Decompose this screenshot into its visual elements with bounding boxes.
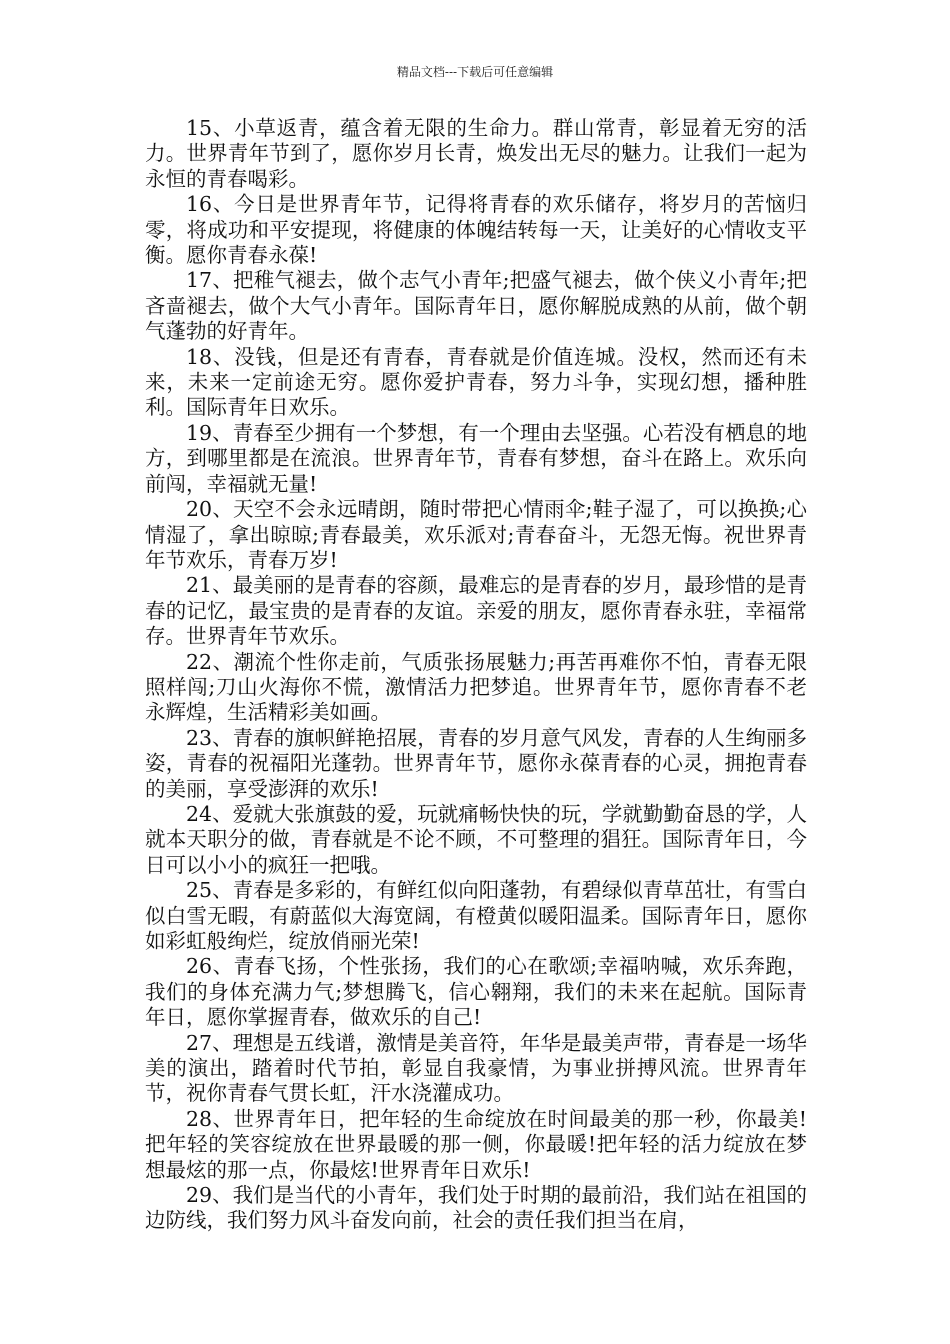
- document-body: [145, 116, 807, 1234]
- paragraph-22: 22、潮流个性你走前，气质张扬展魅力;再苦再难你不怕，青春无限照样闯;刀山火海你不慌，激情活力把梦追。世界青年节，愿你青春不老永辉煌，生活精彩美如画。: [145, 649, 807, 725]
- paragraph-20: 20、天空不会永远晴朗，随时带把心情雨伞;鞋子湿了，可以换换;心情湿了，拿出晾晾;青春最美，欢乐派对;青春奋斗，无怨无悔。祝世界青年节欢乐，青春万岁!: [145, 497, 807, 572]
- paragraph-24: 24、爱就大张旗鼓的爱，玩就痛畅快快的玩，学就勤勤奋恳的学，人就本天职分的做，青春就是不论不顾，不可整理的猖狂。国际青年日，今日可以小小的疯狂一把哦。: [145, 801, 807, 877]
- paragraph-17: 17、把稚气褪去，做个志气小青年;把盛气褪去，做个侠义小青年;把吝啬褪去，做个大气小青年。国际青年日，愿你解脱成熟的从前，做个朝气蓬勃的好青年。: [145, 268, 807, 344]
- paragraph-23: 23、青春的旗帜鲜艳招展，青春的岁月意气风发，青春的人生绚丽多姿，青春的祝福阳光蓬勃。世界青年节，愿你永葆青春的心灵，拥抱青春的美丽，享受澎湃的欢乐!: [145, 725, 807, 801]
- paragraph-27: 27、理想是五线谱，激情是美音符，年华是最美声带，青春是一场华美的演出，踏着时代节拍，彰显自我豪情，为事业拼搏风流。世界青年节，祝你青春气贯长虹，汗水浇灌成功。: [145, 1030, 807, 1106]
- paragraph-19: 19、青春至少拥有一个梦想，有一个理由去坚强。心若没有栖息的地方，到哪里都是在流浪。世界青年节，青春有梦想，奋斗在路上。欢乐向前闯，幸福就无量!: [145, 420, 807, 496]
- paragraph-29: 29、我们是当代的小青年，我们处于时期的最前沿，我们站在祖国的边防线，我们努力风斗奋发向前，社会的责任我们担当在肩，: [145, 1183, 807, 1233]
- paragraph-28: 28、世界青年日，把年轻的生命绽放在时间最美的那一秒，你最美!把年轻的笑容绽放在世界最暖的那一侧，你最暖!把年轻的活力绽放在梦想最炫的那一点，你最炫!世界青年日欢乐!: [145, 1106, 807, 1182]
- paragraph-18: 18、没钱，但是还有青春，青春就是价值连城。没权，然而还有未来，未来一定前途无穷。愿你爱护青春，努力斗争，实现幻想，播种胜利。国际青年日欢乐。: [145, 344, 807, 420]
- paragraph-25: 25、青春是多彩的，有鲜红似向阳蓬勃，有碧绿似青草茁壮，有雪白似白雪无暇，有蔚蓝似大海宽阔，有橙黄似暖阳温柔。国际青年日，愿你如彩虹般绚烂，绽放俏丽光荣!: [145, 878, 807, 953]
- paragraph-15: 15、小草返青，蕴含着无限的生命力。群山常青，彰显着无穷的活力。世界青年节到了，愿你岁月长青，焕发出无尽的魅力。让我们一起为永恒的青春喝彩。: [145, 116, 807, 191]
- paragraph-26: 26、青春飞扬，个性张扬，我们的心在歌颂;幸福呐喊，欢乐奔跑，我们的身体充满力气;梦想腾飞，信心翱翔，我们的未来在起航。国际青年日，愿你掌握青春，做欢乐的自己!: [145, 954, 807, 1030]
- page-header: 精品文档---下载后可任意编辑: [396, 65, 554, 79]
- paragraph-21: 21、最美丽的是青春的容颜，最难忘的是青春的岁月，最珍惜的是青春的记忆，最宝贵的是青春的友谊。亲爱的朋友，愿你青春永驻，幸福常存。世界青年节欢乐。: [145, 573, 807, 649]
- paragraph-16: 16、今日是世界青年节，记得将青春的欢乐储存，将岁月的苦恼归零，将成功和平安提现，将健康的体魄结转每一天，让美好的心情收支平衡。愿你青春永葆!: [145, 192, 807, 268]
